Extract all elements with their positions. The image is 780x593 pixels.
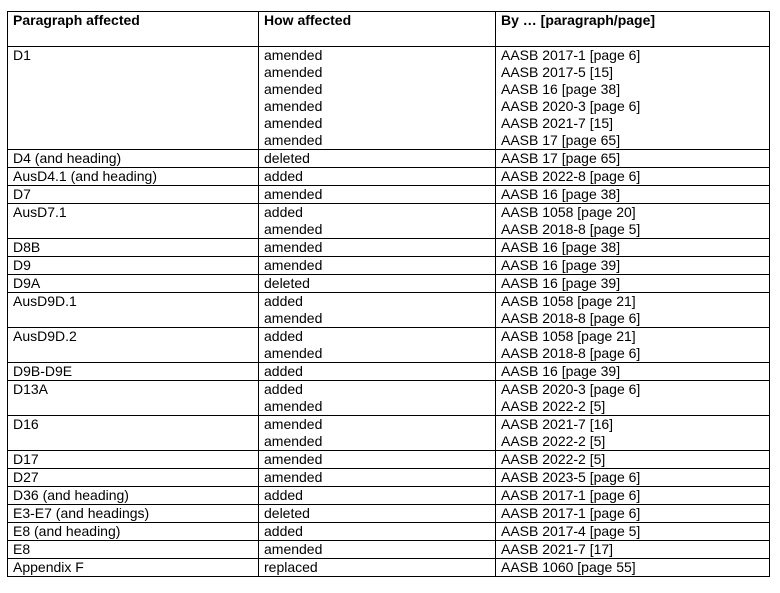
by-reference-cell	[496, 523, 770, 541]
how-affected-cell	[259, 168, 496, 186]
how-affected-cell	[259, 469, 496, 487]
paragraph-cell: D27	[8, 469, 259, 487]
by-reference-line: AASB 2017-1 [page 6]	[501, 487, 641, 503]
header-how-affected: How affected	[259, 12, 496, 47]
by-reference-cell	[496, 275, 770, 293]
table-row	[8, 328, 770, 363]
by-reference-line: AASB 2021-7 [17]	[501, 541, 614, 557]
how-affected-line: added	[264, 487, 303, 503]
by-reference-line: AASB 2022-2 [5]	[501, 398, 606, 414]
paragraph-cell: D1	[8, 47, 259, 150]
by-reference-cell	[496, 505, 770, 523]
paragraph-cell: AusD9D.1	[8, 293, 259, 328]
by-reference-line: AASB 17 [page 65]	[501, 132, 621, 148]
by-reference-line: AASB 2022-2 [5]	[501, 451, 606, 467]
paragraph-cell: Appendix F	[8, 559, 259, 577]
how-affected-line: added	[264, 381, 303, 397]
how-affected-line: added	[264, 293, 303, 309]
by-reference-line: AASB 16 [page 39]	[501, 275, 621, 291]
how-affected-line: replaced	[264, 559, 318, 575]
how-affected-cell	[259, 239, 496, 257]
how-affected-line: deleted	[264, 150, 310, 166]
by-reference-line: AASB 1058 [page 21]	[501, 328, 636, 344]
how-affected-line: amended	[264, 239, 323, 255]
by-reference-line: AASB 2017-5 [15]	[501, 64, 614, 80]
table-row	[8, 363, 770, 381]
table-row	[8, 416, 770, 451]
by-reference-line: AASB 2018-8 [page 6]	[501, 310, 641, 326]
by-reference-cell	[496, 381, 770, 416]
how-affected-line: amended	[264, 541, 323, 557]
by-reference-cell	[496, 257, 770, 275]
amendments-table	[7, 11, 770, 577]
paragraph-cell: E8	[8, 541, 259, 559]
header-by-paragraph-page: By … [paragraph/page]	[496, 12, 770, 47]
how-affected-line: amended	[264, 186, 323, 202]
paragraph-cell: AusD4.1 (and heading)	[8, 168, 259, 186]
by-reference-cell	[496, 168, 770, 186]
paragraph-cell: D7	[8, 186, 259, 204]
by-reference-cell	[496, 150, 770, 168]
how-affected-cell	[259, 47, 496, 150]
by-reference-line: AASB 17 [page 65]	[501, 150, 621, 166]
how-affected-line: amended	[264, 398, 323, 414]
how-affected-cell	[259, 451, 496, 469]
how-affected-line: amended	[264, 416, 323, 432]
table-row	[8, 275, 770, 293]
how-affected-line: deleted	[264, 275, 310, 291]
how-affected-line: added	[264, 328, 303, 344]
by-reference-cell	[496, 559, 770, 577]
how-affected-line: amended	[264, 221, 323, 237]
by-reference-cell	[496, 239, 770, 257]
paragraph-cell: AusD7.1	[8, 204, 259, 239]
table-row	[8, 469, 770, 487]
how-affected-cell	[259, 559, 496, 577]
table-row	[8, 239, 770, 257]
table-row	[8, 541, 770, 559]
paragraph-cell: D9B-D9E	[8, 363, 259, 381]
paragraph-cell: D4 (and heading)	[8, 150, 259, 168]
how-affected-cell	[259, 150, 496, 168]
how-affected-cell	[259, 257, 496, 275]
how-affected-cell	[259, 416, 496, 451]
by-reference-line: AASB 2018-8 [page 6]	[501, 345, 641, 361]
how-affected-line: amended	[264, 132, 323, 148]
by-reference-cell	[496, 487, 770, 505]
how-affected-line: amended	[264, 115, 323, 131]
how-affected-line: added	[264, 204, 303, 220]
how-affected-cell	[259, 293, 496, 328]
table-row	[8, 204, 770, 239]
by-reference-line: AASB 16 [page 38]	[501, 186, 621, 202]
by-reference-cell	[496, 293, 770, 328]
how-affected-cell	[259, 523, 496, 541]
how-affected-cell	[259, 186, 496, 204]
how-affected-line: added	[264, 523, 303, 539]
table-row	[8, 523, 770, 541]
by-reference-line: AASB 2020-3 [page 6]	[501, 98, 641, 114]
by-reference-line: AASB 2021-7 [15]	[501, 115, 614, 131]
how-affected-line: deleted	[264, 505, 310, 521]
by-reference-cell	[496, 47, 770, 150]
by-reference-cell	[496, 186, 770, 204]
how-affected-cell	[259, 505, 496, 523]
paragraph-cell: E8 (and heading)	[8, 523, 259, 541]
how-affected-line: amended	[264, 469, 323, 485]
by-reference-line: AASB 16 [page 38]	[501, 239, 621, 255]
by-reference-line: AASB 2023-5 [page 6]	[501, 469, 641, 485]
by-reference-cell	[496, 363, 770, 381]
by-reference-line: AASB 2017-1 [page 6]	[501, 505, 641, 521]
how-affected-line: amended	[264, 451, 323, 467]
how-affected-line: amended	[264, 257, 323, 273]
table-row	[8, 451, 770, 469]
by-reference-cell	[496, 204, 770, 239]
by-reference-line: AASB 16 [page 38]	[501, 81, 621, 97]
table-row	[8, 487, 770, 505]
by-reference-line: AASB 2020-3 [page 6]	[501, 381, 641, 397]
paragraph-cell: D9A	[8, 275, 259, 293]
by-reference-line: AASB 2017-1 [page 6]	[501, 47, 641, 63]
how-affected-cell	[259, 204, 496, 239]
table-row	[8, 47, 770, 150]
paragraph-cell: AusD9D.2	[8, 328, 259, 363]
table-row	[8, 293, 770, 328]
table-row	[8, 559, 770, 577]
table-row	[8, 505, 770, 523]
by-reference-line: AASB 2021-7 [16]	[501, 416, 614, 432]
by-reference-line: AASB 2022-2 [5]	[501, 433, 606, 449]
paragraph-cell: D36 (and heading)	[8, 487, 259, 505]
how-affected-line: amended	[264, 310, 323, 326]
how-affected-line: amended	[264, 98, 323, 114]
table-row	[8, 150, 770, 168]
paragraph-cell: D9	[8, 257, 259, 275]
how-affected-line: amended	[264, 64, 323, 80]
how-affected-cell	[259, 487, 496, 505]
how-affected-line: added	[264, 363, 303, 379]
how-affected-line: added	[264, 168, 303, 184]
by-reference-line: AASB 16 [page 39]	[501, 363, 621, 379]
paragraph-cell: D17	[8, 451, 259, 469]
paragraph-cell: D16	[8, 416, 259, 451]
by-reference-cell	[496, 541, 770, 559]
by-reference-line: AASB 16 [page 39]	[501, 257, 621, 273]
how-affected-cell	[259, 328, 496, 363]
how-affected-line: amended	[264, 433, 323, 449]
how-affected-line: amended	[264, 47, 323, 63]
by-reference-cell	[496, 328, 770, 363]
by-reference-line: AASB 2018-8 [page 5]	[501, 221, 641, 237]
how-affected-line: amended	[264, 81, 323, 97]
by-reference-line: AASB 1060 [page 55]	[501, 559, 636, 575]
table-row	[8, 168, 770, 186]
header-paragraph-affected: Paragraph affected	[8, 12, 259, 47]
by-reference-line: AASB 1058 [page 21]	[501, 293, 636, 309]
by-reference-cell	[496, 469, 770, 487]
table-body	[8, 47, 770, 577]
by-reference-cell	[496, 416, 770, 451]
how-affected-line: amended	[264, 345, 323, 361]
how-affected-cell	[259, 363, 496, 381]
by-reference-line: AASB 1058 [page 20]	[501, 204, 636, 220]
table-row	[8, 257, 770, 275]
how-affected-cell	[259, 275, 496, 293]
table-row	[8, 381, 770, 416]
paragraph-cell: D13A	[8, 381, 259, 416]
table-row	[8, 186, 770, 204]
by-reference-line: AASB 2022-8 [page 6]	[501, 168, 641, 184]
header-row	[8, 12, 770, 47]
paragraph-cell: E3-E7 (and headings)	[8, 505, 259, 523]
how-affected-cell	[259, 381, 496, 416]
by-reference-line: AASB 2017-4 [page 5]	[501, 523, 641, 539]
by-reference-cell	[496, 451, 770, 469]
paragraph-cell: D8B	[8, 239, 259, 257]
how-affected-cell	[259, 541, 496, 559]
